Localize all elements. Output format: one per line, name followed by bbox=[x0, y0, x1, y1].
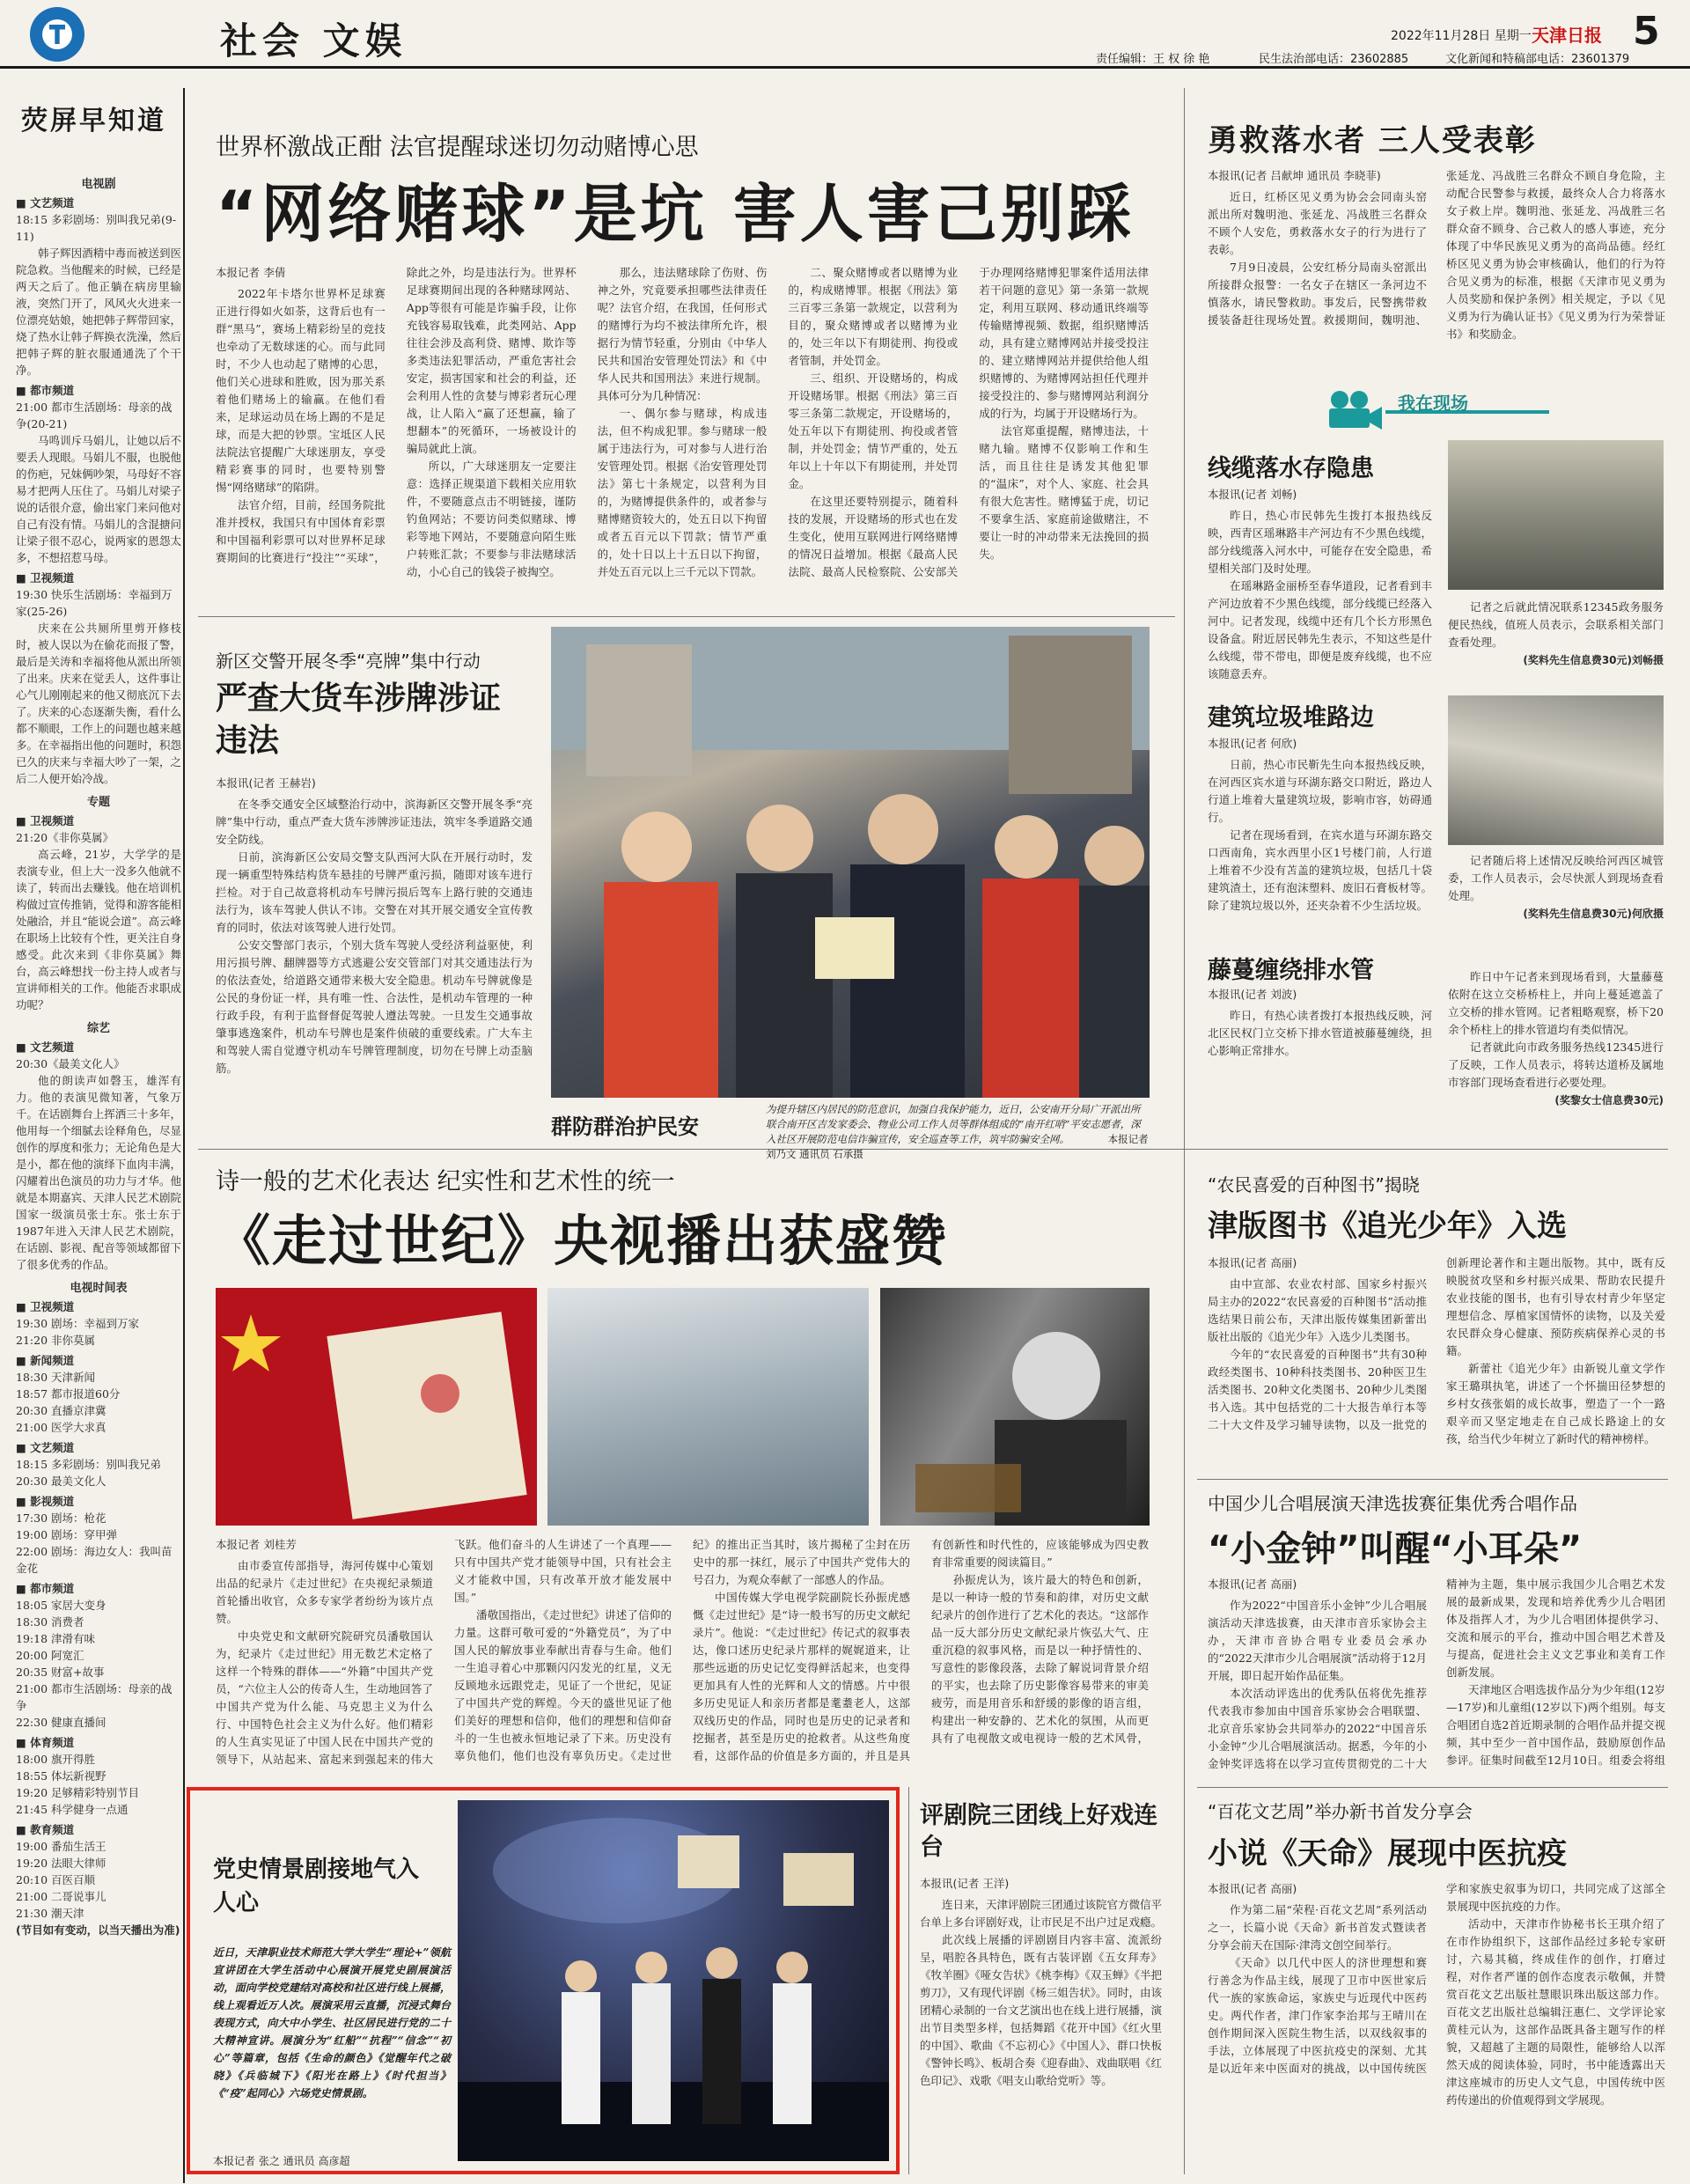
party-documents-photo bbox=[216, 1288, 537, 1526]
paragraph: 《天命》以几代中医人的济世理想和赛行善念为作品主线，展现了卫市中医世家后代一族的家族命运，家族史与近现代中医药史。两代作者，津门作家李治邦与王晴川在创作期间深入医院生物生活，以双线叙事的手法，立体展现了中医抗疫史的深刻、尤其是以近年来中医面对的挑战，以中国传统医学和家族史叙事为切口，共同完成了这部全景展现中医抗疫的力作。 bbox=[1208, 1882, 1665, 2075]
tv-program: 20:30《最美文化人》 bbox=[16, 1057, 125, 1070]
tv-program: 18:30 消费者 bbox=[16, 1615, 84, 1629]
tv-channel-block bbox=[16, 791, 181, 1013]
vines-body: 本报讯(记者 刘波) 昨日，有热心读者拨打本报热线反映，河北区民权门立交桥下排水管道被藤蔓缠绕，担心影响正常排水。 bbox=[1208, 988, 1432, 1057]
tv-program: 19:00 剧场：穿甲弹 bbox=[16, 1528, 117, 1541]
paragraph: 潘敬国指出，《走过世纪》讲述了信仰的力量。这群可敬可爱的“外籍党员”，为了中国人民的解放事业奉献出青春与生命。他们一生追寻着心中那颗闪闪发光的红星，义无反顾地永远跟党走，见证了一个世纪，见证了中国共产党的辉煌。今天的盛世见证了他们美好的理想和信仰，他们的理想和信仰奋斗的一生也被永恒地记录了下来。历史没有辜负他们，他们也没有辜负历史。《走过世纪》的推出正当其时，该片揭秘了尘封在历史中的那一抹红，展示了中国共产党伟大的号召力，为观众奉献了一部感人的作品。 bbox=[454, 1538, 910, 1762]
hotline-culture: 文化新闻和特稿部电话：23601379 bbox=[1445, 53, 1630, 66]
main2-kicker: 诗一般的艺术化表达 纪实性和艺术性的统一 bbox=[216, 1168, 675, 1195]
memorial-photo bbox=[547, 1288, 869, 1526]
theater-body: 本报讯(记者 王洋) 连日来，天津评剧院三团通过该院官方微信平台单上多台评剧好戏，让市民足不出户过足戏瘾。 此次线上展播的评剧剧目内容丰富、流派纷呈，唱腔各具特色，既有古装评剧《五女拜寿》《牧羊圈》《哑女告状》《桃李梅》《双玉蝉》《半把剪刀》，又有现代评剧《杨三姐告状》。同时，由该团精心录制的一台文艺演出也在线上进行展播，演出节目类型多样，包括舞蹈《花开中国》《红火里的中国》、歌曲《不忘初心》《中国人》、群口快板《警钟长鸣》、板胡合奏《迎春曲》、戏曲联唱《红色印记》、戏歌《唱支山歌给党听》等。 bbox=[920, 1875, 1162, 2174]
main1-headline: “网络赌球”是坑 害人害己别踩 bbox=[216, 177, 1135, 251]
tv-channel-name: ■ 都市频道 bbox=[16, 1580, 181, 1597]
tv-channel-name: ■ 影视频道 bbox=[16, 1493, 181, 1510]
tv-program: 21:45 科学健身一点通 bbox=[16, 1803, 129, 1816]
tv-channel-block bbox=[16, 1352, 181, 1436]
tv-program: 18:15 多彩剧场：别叫我兄弟 bbox=[16, 1458, 161, 1471]
tv-program: 21:00 二哥说事儿 bbox=[16, 1890, 107, 1903]
tv-program: 19:30 快乐生活剧场：幸福到万家(25-26) bbox=[16, 588, 173, 618]
debris-headline: 建筑垃圾堆路边 bbox=[1208, 704, 1374, 732]
column-rule bbox=[908, 1787, 909, 2174]
tv-sidebar-title: 荧屏早知道 bbox=[21, 106, 166, 136]
tv-channel-name: ■ 文艺频道 bbox=[16, 1039, 181, 1055]
book-kicker: “农民喜爱的百种图书”揭晓 bbox=[1208, 1174, 1420, 1195]
paragraph: 近日，红桥区见义勇为协会会同南头窑派出所对魏明池、张延龙、冯战胜三名群众不顾个人安危，勇救落水女子的行为进行了表彰。 bbox=[1208, 190, 1427, 256]
tv-channel-name: ■ 教育频道 bbox=[16, 1821, 181, 1838]
tv-program: 20:10 百医百顺 bbox=[16, 1873, 95, 1886]
main1-byline: 本报记者 李倩 bbox=[216, 266, 286, 279]
section-title: 社会 文娱 bbox=[220, 19, 408, 63]
tv-channel-name: ■ 都市频道 bbox=[16, 382, 181, 399]
tv-channel-block bbox=[16, 570, 181, 787]
drama-headline: 党史情景剧接地气入人心 bbox=[213, 1857, 420, 1916]
tv-channel-block bbox=[16, 173, 181, 379]
photo-credit: 本报记者 刘乃文 通讯员 石承摄 bbox=[766, 1133, 1149, 1160]
paragraph: 连日来，天津评剧院三团通过该院官方微信平台单上多台评剧好戏，让市民足不出户过足戏瘾。 bbox=[920, 1898, 1162, 1929]
paragraph: 作为2022“中国音乐小金钟”少儿合唱展演活动天津选拔赛，由天津市音乐家协会主办，天津市音协合唱专业委员会承办的“2022天津市少儿合唱展演”活动将于12月开展，即日起开始作品征集。 bbox=[1208, 1599, 1427, 1682]
paragraph: 此次线上展播的评剧剧目内容丰富、流派纷呈，唱腔各具特色，既有古装评剧《五女拜寿》《牧羊圈》《哑女告状》《桃李梅》《双玉蝉》《半把剪刀》，又有现代评剧《杨三姐告状》。同时，由该团精心录制的一台文艺演出也在线上进行展播，演出节目类型多样，包括舞蹈《花开中国》《红火里的中国》、歌曲《不忘初心》《中国人》、群口快板《警钟长鸣》、板胡合奏《迎春曲》、戏曲联唱《红色印记》、戏歌《唱支山歌给党听》等。 bbox=[920, 1933, 1162, 2087]
tv-channel-block bbox=[16, 382, 181, 566]
vines-body-cont: 昨日中午记者来到现场看到，大量藤蔓依附在这立交桥桥柱上，并向上蔓延遮盖了立交桥的排水管网。记者粗略观察，桥下20余个桥柱上的排水管道均有类似情况。 记者就此向市政务服务热线12345进行了反映，工作人员表示，将转达道桥及属地市容部门现场查看进行必要处理。 (奖黎女士信息费30元) bbox=[1448, 968, 1664, 1109]
tv-program: 18:55 体坛新视野 bbox=[16, 1769, 107, 1783]
paragraph: 天津地区合唱选拔作品分为少年组(12岁—17岁)和儿童组(12岁以下)两个组别。每支合唱团自选2首近期录制的合唱作品并提交视频，其中至少一首中国作品，鼓励原创作品参评。征集时间截至12月10日。组委会将组 bbox=[1446, 1683, 1665, 1767]
cables-body: 本报讯(记者 刘畅) 昨日，热心市民韩先生拨打本报热线反映，西青区瑶琳路丰产河边有不少黑色线缆，部分线缆落入河水中，可能存在安全隐患，希望相关部门及时处理。 在瑶琳路金丽桥至春华道段，记者看到丰产河边放着不少黑色线缆，部分线缆已经落入河中。记者发现，线缆中还有几个长方形黑色设备盒。附近居民韩先生表示，不知这些是什么线缆，带不带电，即便是废弃线缆，也不应该随意丢弃。 bbox=[1208, 488, 1432, 680]
tv-channel-block bbox=[16, 1821, 181, 1938]
tv-program: 21:00 都市生活剧场：母亲的战争 bbox=[16, 1682, 173, 1712]
tv-program: 18:57 都市报道60分 bbox=[16, 1387, 121, 1401]
novel-body: 本报讯(记者 高丽) 作为第二届“荣程·百花文艺周”系列活动之一，长篇小说《天命》新书首发式暨读者分享会前天在国际·津湾文创空间举行。 《天命》以几代中医人的济世理想和赛行善念为作品主线，展现了卫市中医世家后代一族的家族命运，家族史与近现代中医药史。两代作者，津门作家李治邦与王晴川在创作期间深入医院生物生活，以双线叙事的手法，立体展现了中医抗疫史的深刻、尤其是以近年来中医面对的挑战，以中国传统医学和家族史叙事为切口，共同完成了这部全景展现中医抗疫的力作。 活动中，天津市作协秘书长王琪介绍了在市作协组织下，这部作品经过多轮专家研讨，六易其稿，终成佳作的创作，打磨过程，对作者严谨的创作态度表示敬佩，并赞赏百花文艺出版社慧眼识珠出版这部力作。百花文艺出版社总编辑汪惠仁、文学评论家黄桂元认为，这部作品既具备主题写作的样貌，又超越了主题的局限性，能够给人以浑然天成的阅读体验，同时，书中能透露出天津这座城市的历史人文气息，中国传统中医药传递出的价值观得到文学展现。 bbox=[1208, 1880, 1665, 2171]
paragraph: 本次活动评选出的优秀队伍将优先推荐代表我市参加由中国音乐家协会合唱联盟、北京音乐家协会共同举办的2022“中国音乐小金钟”少儿合唱展演活动。据悉，今年的小金钟奖评选将在以学习宣传贯彻党的二十大精神为主题，集中展示我国少儿合唱艺术发展的最新成果，发现和培养优秀少儿合唱团体及指挥人才，为少儿合唱团体提供学习、交流和展示的平台，推动中国合唱艺术普及与提高，促进社会主义文艺事业和美育工作创新发展。 bbox=[1208, 1577, 1665, 1770]
tv-program: 20:00 阿宽汇 bbox=[16, 1649, 84, 1662]
paragraph: 中央党史和文献研究院研究员潘敬国认为，纪录片《走过世纪》用无数艺术定格了这样一个特殊的群体——“外籍”中国共产党员，“六位主人公的传奇人生，生动地回答了中国共产党为什么能、马克思主义为什么行、中国特色社会主义为什么好。他们精彩的人生真实见证了中国人民在中国共产党的领导下，从站起来、富起来到强起来的伟大飞跃。他们奋斗的人生讲述了一个真理——只有中国共产党才能领导中国，只有社会主义才能救中国，只有改革开放才能发展中国。” bbox=[216, 1538, 672, 1766]
vines-credit: (奖黎女士信息费30元) bbox=[1554, 1094, 1664, 1107]
main2-body: 本报记者 刘桂芳 由市委宣传部指导，海河传媒中心策划出品的纪录片《走过世纪》在央视纪录频道首轮播出收官，众多专家学者纷纷为该片点赞。 中央党史和文献研究院研究员潘敬国认为，纪录片《走过世纪》用无数艺术定格了这样一个特殊的群体——“外籍”中国共产党员，“六位主人公的传奇人生，生动地回答了中国共产党为什么能、马克思主义为什么行、中国特色社会主义为什么好。他们精彩的人生真实见证了中国人民在中国共产党的领导下，从站起来、富起来到强起来的伟大飞跃。他们奋斗的人生讲述了一个真理——只有中国共产党才能领导中国，只有社会主义才能救中国，只有改革开放才能发展中国。” 潘敬国指出，《走过世纪》讲述了信仰的力量。这群可敬可爱的“外籍党员”，为了中国人民的解放事业奉献出青春与生命。他们一生追寻着心中那颗闪闪发光的红星，义无反顾地永远跟党走，见证了一个世纪，见证了中国共产党的辉煌。今天的盛世见证了他们美好的理想和信仰，他们的理想和信仰奋斗的一生也被永恒地记录了下来。历史没有辜负他们，他们也没有辜负历史。《走过世纪》的推出正当其时，该片揭秘了尘封在历史中的那一抹红，展示了中国共产党伟大的号召力，为观众奉献了一部感人的作品。 中国传媒大学电视学院副院长孙振虎感慨《走过世纪》是“诗一般书写的历史文献纪录片”。他说：“《走过世纪》传记式的叙事表达，像口述历史纪录片那样的娓娓道来，让那些远逝的历史记忆变得鲜活起来，也变得更加具有人性的光辉和人文的情感。片中很多历史见证人和亲历者都是耄耋老人，这部双线历史的作品，同时也是历史的记录者和挖掘者，甚至是历史的抢救者。从这些角度看，这部作品的价值是多方面的，并且是具有创新性和时代性的，应该能够成为四史教育非常重要的阅读篇目。” 孙振虎认为，该片最大的特色和创新，是以一种诗一般的节奏和韵律，对历史文献纪录片的创作进行了艺术化的表达。“这部作品一反大部分历史文献纪录片恢弘大气、庄重沉稳的叙事风格，而是以一种抒情性的、写意性的影像段落，去除了解说词背景介绍的平实，也去除了历史影像容易带来的审美疲劳，而是用音乐和舒缓的影像的语言组，构建出一种安静的、艺术化的氛围，从而更具有了电视散文或电视诗一般的艺术风骨， bbox=[216, 1536, 1149, 1774]
tv-channel-block bbox=[16, 1017, 181, 1273]
paragraph: 一、偶尔参与赌球，构成违法，但不构成犯罪。参与赌球一般属于违法行为，可对参与人进行治安管理处罚。根据《治安管理处罚法》第七十条规定，以营利为目的，为赌博提供条件的，或者参与赌博赌资较大的，处五日以下拘留或者五百元以下罚款；情节严重的，处十日以上十五日以下拘留，并处五百元以上三千元以下罚款。 bbox=[597, 407, 768, 578]
tv-channel-block bbox=[16, 1276, 181, 1349]
cables-river-photo bbox=[1448, 440, 1664, 590]
paper-name: 天津日报 bbox=[1532, 25, 1602, 46]
tv-program: 20:35 财富+故事 bbox=[16, 1666, 105, 1679]
tv-channel-block bbox=[16, 1493, 181, 1577]
tv-program: 22:00 剧场：海边女人：我叫苗金花 bbox=[16, 1545, 173, 1575]
choir-kicker: 中国少儿合唱展演天津选拔赛征集优秀合唱作品 bbox=[1208, 1493, 1577, 1514]
tv-category: 电视剧 bbox=[81, 178, 116, 191]
book-headline: 津版图书《追光少年》入选 bbox=[1208, 1209, 1567, 1244]
paper-logo-icon bbox=[30, 7, 84, 62]
tv-program: 19:20 法眼大律师 bbox=[16, 1857, 107, 1870]
rescue-body: 本报讯(记者 吕献坤 通讯员 李晓菲) 近日，红桥区见义勇为协会会同南头窑派出所对魏明池、张延龙、冯战胜三名群众不顾个人安危，勇救落水女子的行为进行了表彰。 7月9日凌晨，公安红桥分局南头窑派出所接群众报警：一名女子在辖区一条河边不慎落水，请民警救助。事发后，民警携带救援装备赶往现场处置。救援期间，魏明池、张延龙、冯战胜三名群众不顾自身危险，主动配合民警参与救援，最终众人合力将落水女子救上岸。魏明池、张延龙、冯战胜三名群众奋不顾身、合己救人的感人事迹，充分体现了中华民族见义勇为的高尚品德。经红桥区见义勇为协会审核确认，他们的行为符合见义勇为的标准，根据《天津市见义勇为人员奖励和保护条例》相关规定，予以《见义勇为行为确认证书》《见义勇为行为荣誉证书》和奖励金。 bbox=[1208, 167, 1665, 396]
on-scene-banner bbox=[1320, 387, 1549, 435]
theater-headline: 评剧院三团线上好戏连台 bbox=[920, 1802, 1157, 1861]
tv-program: 22:30 健康直播间 bbox=[16, 1716, 107, 1729]
paragraph: 法官介绍，目前，经国务院批准并授权，我国只有中国体育彩票和中国福利彩票可以对世界杯足球赛期间的比赛进行“投注”“买球”，除此之外，均是违法行为。世界杯足球赛期间出现的各种赌球网站、App等很有可能是诈骗手段，让你充钱容易取钱难，此类网站、App往往会涉及高利贷、赌博、欺诈等多类违法犯罪活动，严重危害社会安定，损害国家和社会的利益，还会利用人性的贪婪与博彩者玩心理战，让人陷入“赢了还想赢，输了想翻本”的死循环，一场被设计的骗局就此上演。 bbox=[216, 266, 577, 564]
traffic-kicker: 新区交警开展冬季“亮牌”集中行动 bbox=[216, 651, 481, 672]
paragraph: 作为第二届“荣程·百花文艺周”系列活动之一，长篇小说《天命》新书首发式暨读者分享会前天在国际·津湾文创空间举行。 bbox=[1208, 1903, 1427, 1952]
main2-headline: 《走过世纪》央视播出获盛赞 bbox=[216, 1209, 949, 1273]
paragraph: 那么，违法赌球除了伤财、伤神之外，究竟要承担哪些法律责任呢？法官介绍，在我国，任何形式的赌博行为均不被法律所允许，根据行为情节轻重，分别由《中华人民共和国治安管理处罚法》和《中华人民共和国刑法》来进行规制。具体可分为几种情况： bbox=[597, 266, 768, 402]
cables-credit: (奖料先生信息费30元)刘畅摄 bbox=[1523, 654, 1664, 666]
tv-channel-name: ■ 文艺频道 bbox=[16, 1439, 181, 1456]
tv-program: 18:15 多彩剧场：别叫我兄弟(9-11) bbox=[16, 213, 177, 243]
choir-body: 本报讯(记者 高丽) 作为2022“中国音乐小金钟”少儿合唱展演活动天津选拔赛，由天津市音乐家协会主办，天津市音协合唱专业委员会承办的“2022天津市少儿合唱展演”活动将于12月开展，即日起开始作品征集。 本次活动评选出的优秀队伍将优先推荐代表我市参加由中国音乐家协会合唱联盟、北京音乐家协会共同举办的2022“中国音乐小金钟”少儿合唱展演活动。据悉，今年的小金钟奖评选将在以学习宣传贯彻党的二十大精神为主题，集中展示我国少儿合唱艺术发展的最新成果，发现和培养优秀少儿合唱团体及指挥人才，为少儿合唱团体提供学习、交流和展示的平台，推动中国合唱艺术普及与提高，促进社会主义文艺事业和美育工作创新发展。 天津地区合唱选拔作品分为少年组(12岁—17岁)和儿童组(12岁以下)两个组别。每支合唱团自选2首近期录制的合唱作品并提交视频，其中至少一首中国作品，鼓励原创作品参评。征集时间截至12月10日。组委会将组 bbox=[1208, 1576, 1665, 1774]
cables-headline: 线缆落水存隐患 bbox=[1208, 455, 1374, 482]
paragraph: 所以，广大球迷朋友一定要注意：选择正规渠道下载相关应用软件，不要随意点击不明链接，谨防钓鱼网站；不要访问类似赌球、博彩等地下网站，不要随意向陌生账户转账汇款；不要参与非法赌球活动，小心自己的钱袋子被掏空。 bbox=[406, 460, 577, 578]
traffic-paragraphs bbox=[216, 796, 533, 1077]
drama-lead: 近日，天津职业技术师范大学大学生“理论+”领航宣讲团在大学生活动中心展演开展党史剧展演活动，面向学校党建结对高校和社区进行线上展播，线上观看近万人次。展演采用云直播，沉浸式舞台表现方式，向大中小学生、社区居民进行党的二十大精神宣讲。展演分为“红船”“抗程”“信念”“初心”等篇章，包括《生命的颜色》《觉醒年代之破晓》《兵临城下》《阳光在路上》《时代担当》《“疫”起同心》六场党史情景剧。 bbox=[213, 1946, 451, 2099]
tv-channel-name: ■ 卫视频道 bbox=[16, 813, 181, 829]
tv-channel-block bbox=[16, 1439, 181, 1489]
drama-stage-photo bbox=[458, 1800, 889, 2161]
tv-channel-block bbox=[16, 1580, 181, 1731]
tv-category: 专题 bbox=[86, 796, 110, 809]
tv-program: 21:00 都市生活剧场：母亲的战争(20-21) bbox=[16, 401, 173, 430]
tv-program-desc: 庆来在公共厕所里剪开修枝时，被人误以为在偷花而报了警，最后是关涛和幸福将他从派出所领了出来。庆来在觉丢人，这件事让心气儿刚刚起来的他又彻底沉下去了。庆来的心态逐渐失衡，看什么都不顺眼，工作上的问题也越来越多。在幸福指出他的问题时，积怨已久的庆来与幸福大吵了一架，之后二人便开始冷战。 bbox=[16, 621, 181, 785]
tv-program-desc: 他的朗读声如磬玉，雄浑有力。他的表演见微知著，气象万千。在话剧舞台上挥洒三十多年，他用每一个细腻去诠释角色，尽显创作的厚度和张力；无论角色是大是小，都在他的演绎下血肉丰满，闪耀着出色演员的功力与才华。他就是本期嘉宾、天津人民艺术剧院国家一级演员张士东。张士东于1987年进入天津人民艺术剧院，在话剧、影视、配音等领域都留下了很多优秀的作品。 bbox=[16, 1074, 181, 1271]
tv-program-desc: 高云峰，21岁，大学学的是表演专业，但上大一没多久他就不读了，转而出去赚钱。他在培训机构做过宣传推销，觉得和游客能相处融洽，并且“能说会道”。高云峰在职场上比较有个性，更关注自身感受。此次来到《非你莫属》舞台，高云峰想找一份主持人或者与宣讲师相关的工作。他能否求职成功呢？ bbox=[16, 848, 181, 1011]
drama-byline: 本报记者 张之 通讯员 高彦超 bbox=[213, 2155, 350, 2167]
main1-kicker: 世界杯激战正酣 法官提醒球迷切勿动赌博心思 bbox=[216, 134, 699, 161]
issue-date: 2022年11月28日 星期一 bbox=[1391, 29, 1532, 43]
hotline-legal: 民生法治部电话：23602885 bbox=[1259, 53, 1409, 66]
main1-paragraphs bbox=[216, 264, 1149, 581]
tv-program: 19:20 足够精彩特别节目 bbox=[16, 1786, 139, 1799]
book-body: 本报讯(记者 高丽) 由中宣部、农业农村部、国家乡村振兴局主办的2022“农民喜爱的百种图书”活动推选结果日前公布，天津出版传媒集团新蕾出版社出版的《追光少年》入选少儿类图书。 今年的“农民喜爱的百种图书”共有30种政经类图书、10种科技类图书、20种医卫生活类图书、20种文化类图书、20种少儿类图书入选。其中包括党的二十大报告单行本等二十大文件及学习辅导读物，以及一批党的创新理论著作和主题出版物。其中，既有反映脱贫攻坚和乡村振兴成果、帮助农民提升农业技能的图书，也有引导农村青少年坚定理想信念、厚植家国情怀的读物，以及关爱农民群众身心健康、预防疾病保养心灵的书籍。 新蕾社《追光少年》由新锐儿童文学作家王璐琪执笔，讲述了一个怀揣田径梦想的乡村女孩张娟的成长故事，塑造了一个一路艰辛而又坚定地走在自己成长路途上的女孩，给当代少年树立了新时代的精神榜样。 bbox=[1208, 1254, 1665, 1474]
tv-program: 19:00 番茄生活王 bbox=[16, 1840, 107, 1853]
tv-program: 20:30 最美文化人 bbox=[16, 1474, 107, 1488]
paragraph: 中国传媒大学电视学院副院长孙振虎感慨《走过世纪》是“诗一般书写的历史文献纪录片”。他说：“《走过世纪》传记式的叙事表达，像口述历史纪录片那样的娓娓道来，让那些远逝的历史记忆变得鲜活起来，也变得更加具有人性的光辉和人文的情感。片中很多历史见证人和亲历者都是耄耋老人，这部双线历史的作品，同时也是历史的记录者和挖掘者，甚至是历史的抢救者。从这些角度看，这部作品的价值是多方面的，并且是具有创新性和时代性的，应该能够成为四史教育非常重要的阅读篇目。” bbox=[693, 1538, 1149, 1762]
tv-program: 21:20 非你莫属 bbox=[16, 1334, 95, 1347]
schedule-note: (节目如有变动，以当天播出为准) bbox=[16, 1923, 180, 1937]
police-community-photo bbox=[551, 627, 1150, 1098]
paragraph: 今年的“农民喜爱的百种图书”共有30种政经类图书、10种科技类图书、20种医卫生活类图书、20种文化类图书、20种少儿类图书入选。其中包括党的二十大报告单行本等二十大文件及学习辅导读物，以及一批党的创新理论著作和主题出版物。其中，既有反映脱贫攻坚和乡村振兴成果、帮助农民提升农业技能的图书，也有引导农村青少年坚定理想信念、厚植家国情怀的读物，以及关爱农民群众身心健康、预防疾病保养心灵的书籍。 bbox=[1208, 1256, 1665, 1431]
tv-channel-name: ■ 文艺频道 bbox=[16, 195, 181, 211]
tv-channel-block bbox=[16, 1734, 181, 1818]
paragraph: 2022年卡塔尔世界杯足球赛正进行得如火如荼，这背后也有一群“黑马”，赛场上精彩纷呈的竞技也牵动了无数球迷的心。而与此同时，不少人也动起了赌博的心思，他们关心进球和胜败，因为那关系着他们赌场上的输赢。在他们看来，足球运动员在场上踢的不是足球，而是大把的钞票。宝坻区人民法院法官提醒广大球迷朋友，享受精彩赛事的同时，也要特别警惕“网络赌球”的陷阱。 bbox=[216, 287, 386, 494]
debris-credit: (奖料先生信息费30元)何欣摄 bbox=[1523, 908, 1664, 920]
traffic-body bbox=[216, 775, 533, 1153]
tv-program-desc: 马鸣训斥马娟儿，让她以后不要丢人现眼。马娟儿不服，也脱他的伤疤，兄妹俩吵架，马母好不容易才把两人压住了。马娟儿对梁子说的话很介意，偷出家门来问他对自己有没有情。马娟儿的含混搪问让梁子很不忍心，说两家的恩怨太多，不想招惹马母。 bbox=[16, 434, 181, 564]
paragraph: 在这里还要特别提示，随着科技的发展，开设赌场的形式也在发生变化，使用互联网进行网络赌博的情况日益增加。根据《最高人民法院、最高人民检察院、公安部关于办理网络赌博犯罪案件适用法律若干问题的意见》第一条第一款规定，利用互联网、移动通讯终端等传输赌博视频、数据，组织赌博活动，具有建立赌博网站并接受投注的、建立赌博网站并提供给他人组织赌博的、为赌博网站担任代理并接受投注的、参与赌博网站利润分成的行为，均属于开设赌场行为。 bbox=[788, 266, 1149, 578]
tv-program: 19:30 剧场：幸福到万家 bbox=[16, 1317, 139, 1330]
tv-program: 18:05 家居大变身 bbox=[16, 1599, 107, 1612]
photo-news-caption: 为提升辖区内居民的防范意识，加强自我保护能力，近日，公安南开分局广开派出所联合南开区吉发家委会、物业公司工作人员等群体组成的“南开红哨”平安志愿者，深入社区开展防范电信诈骗宣传，安全巡查等工作，筑牢防骗安全网。 本报记者 刘乃文 通讯员 石承摄 bbox=[766, 1103, 1149, 1160]
paragraph: 二、聚众赌博或者以赌博为业的，构成赌博罪。根据《刑法》第三百零三条第一款规定，以营利为目的，聚众赌博或者以赌博为业的，处三年以下有期徒刑、拘役或者管制，并处罚金。 bbox=[788, 266, 959, 367]
editors-line: 责任编辑：王 权 徐 艳 bbox=[1096, 53, 1210, 66]
historical-portrait-photo bbox=[880, 1288, 1150, 1526]
paragraph: 7月9日凌晨，公安红桥分局南头窑派出所接群众报警：一名女子在辖区一条河边不慎落水，请民警救助。事发后，民警携带救援装备赶往现场处置。救援期间，魏明池、张延龙、冯战胜三名群众不顾自身危险，主动配合民警参与救援，最终众人合力将落水女子救上岸。魏明池、张延龙、冯战胜三名群众奋不顾身、合己救人的感人事迹，充分体现了中华民族见义勇为的高尚品德。经红桥区见义勇为协会审核确认，他们的行为符合见义勇为的标准，根据《天津市见义勇为人员奖励和保护条例》相关规定，予以《见义勇为行为确认证书》《见义勇为行为荣誉证书》和奖励金。 bbox=[1208, 169, 1665, 341]
paragraph: 法官郑重提醒，赌博违法，十赌九输。赌博不仅影响工作和生活，而且往往是诱发其他犯罪的“温床”，对个人、家庭、社会具有很大危害性。赌博猛于虎，切记不要拿生活、家庭前途做赌注，不要让一时的冲动带来无法挽回的损失。 bbox=[979, 424, 1149, 561]
cables-body-cont: 记者之后就此情况联系12345政务服务便民热线，值班人员表示，会联系相关部门查看处理。 (奖料先生信息费30元)刘畅摄 bbox=[1448, 599, 1664, 678]
traffic-byline: 本报讯(记者 王赫岩) bbox=[216, 776, 316, 790]
tv-program: 18:00 旗开得胜 bbox=[16, 1753, 95, 1766]
tv-category: 电视时间表 bbox=[70, 1282, 128, 1295]
tv-channel-name: ■ 新闻频道 bbox=[16, 1352, 181, 1369]
tv-program: 17:30 剧场：枪花 bbox=[16, 1511, 107, 1525]
column-rule bbox=[1184, 88, 1185, 2174]
tv-program-desc: 韩子辉因酒精中毒而被送到医院急救。当他醒来的时候，已经是两天之后了。他正躺在病房里输液，突然门开了，风风火火进来一位漂亮姑娘，她把韩子辉带回家，烧了热水让韩子辉换衣洗澡，然后把韩子辉的脏衣服通通洗了个干净。 bbox=[16, 246, 181, 377]
paragraph: 在冬季交通安全区域整治行动中，滨海新区交警开展冬季“亮牌”集中行动，重点严查大货车涉牌涉证违法，筑牢冬季道路交通安全防线。 bbox=[216, 798, 533, 846]
tv-channel-name: ■ 卫视频道 bbox=[16, 1298, 181, 1315]
tv-category: 综艺 bbox=[86, 1022, 110, 1035]
tv-program: 19:18 津滑有味 bbox=[16, 1632, 95, 1645]
rescue-headline: 勇救落水者 三人受表彰 bbox=[1208, 123, 1537, 158]
debris-body-cont: 记者随后将上述情况反映给河西区城管委，工作人员表示，会尽快派人到现场查看处理。 (奖料先生信息费30元)何欣摄 bbox=[1448, 852, 1664, 958]
debris-photo bbox=[1448, 695, 1664, 845]
paragraph: 日前，滨海新区公安局交警支队西河大队在开展行动时，发现一辆重型特殊结构货车悬挂的号牌严重污损，随即对该车进行拦检。对于自己故意将机动车号牌污损后驾车上路行驶的交通违法行为，该车驾驶人供认不讳。交警在对其开展交通安全宣传教育的同时，依法对该驾驶人进行处罚。 bbox=[216, 850, 533, 934]
paragraph: 由中宣部、农业农村部、国家乡村振兴局主办的2022“农民喜爱的百种图书”活动推选结果日前公布，天津出版传媒集团新蕾出版社出版的《追光少年》入选少儿类图书。 bbox=[1208, 1277, 1427, 1343]
paragraph: 孙振虎认为，该片最大的特色和创新，是以一种诗一般的节奏和韵律，对历史文献纪录片的创作进行了艺术化的表达。“这部作品一反大部分历史文献纪录片恢弘大气、庄重沉稳的叙事风格，而是以一种抒情性的、写意性的影像段落，去除了解说词背景介绍的平实，也去除了历史影像容易带来的审美疲劳，而是用音乐和舒缓的影像的语言组，构建出一种安静的、艺术化的氛围，从而更具有了电视散文或电视诗一般的艺术风骨， bbox=[931, 1573, 1149, 1745]
photo-news-headline: 群防群治护民安 bbox=[551, 1114, 699, 1139]
story-rule bbox=[1197, 1787, 1668, 1788]
choir-headline: “小金钟”叫醒“小耳朵” bbox=[1208, 1529, 1583, 1570]
page-number: 5 bbox=[1633, 9, 1660, 54]
novel-kicker: “百花文艺周”举办新书首发分享会 bbox=[1208, 1801, 1473, 1822]
traffic-headline: 严查大货车涉牌涉证违法 bbox=[216, 680, 502, 759]
novel-headline: 小说《天命》展现中医抗疫 bbox=[1208, 1836, 1567, 1871]
tv-channel-name: ■ 体育频道 bbox=[16, 1734, 181, 1751]
paragraph: 公安交警部门表示，个别大货车驾驶人受经济利益驱使，利用污损号牌、翻牌器等方式逃避公安交管部门对其交通违法行为的依法查处，给道路交通带来极大安全隐患。机动车号牌就像是公民的身份证一样，具有唯一性、合法性，是机动车管理的一种行政手段，有利于监督督促驾驶人遵法驾驶。一旦发生交通事故肇事逃逸案件，机动车号牌也是案件侦破的重要线索。广大车主和驾驶人需自觉遵守机动车号牌管理制度，切勿在号牌上动歪脑筋。 bbox=[216, 938, 533, 1075]
debris-body: 本报讯(记者 何欣) 日前，热心市民靳先生向本报热线反映，在河西区宾水道与环湖东路交口附近，路边人行道上堆着大量建筑垃圾，影响市容，妨碍通行。 记者在现场看到，在宾水道与环湖东路交口西南角，宾水西里小区1号楼门前，人行道上堆着不少没有苫盖的建筑垃圾，包括几十袋建筑渣土，还有泡沫塑料、废旧石膏板材等。除了建筑垃圾以外，还夹杂着不少生活垃圾。 bbox=[1208, 737, 1432, 912]
tv-program: 21:00 医学大求真 bbox=[16, 1421, 107, 1434]
tv-channel-name: ■ 卫视频道 bbox=[16, 570, 181, 586]
tv-program: 21:20《非你莫属》 bbox=[16, 831, 114, 844]
vines-headline: 藤蔓缠绕排水管 bbox=[1208, 957, 1374, 984]
paragraph: 新蕾社《追光少年》由新锐儿童文学作家王璐琪执笔，讲述了一个怀揣田径梦想的乡村女孩张娟的成长故事，塑造了一个一路艰辛而又坚定地走在自己成长路途上的女孩，给当代少年树立了新时代的精神榜样。 bbox=[1446, 1362, 1665, 1445]
on-scene-label: 我在现场 bbox=[1398, 393, 1468, 414]
tv-program: 20:30 直播京津冀 bbox=[16, 1404, 107, 1417]
camera-icon bbox=[1329, 391, 1382, 430]
tv-program: 18:30 天津新闻 bbox=[16, 1371, 95, 1384]
paragraph: 活动中，天津市作协秘书长王琪介绍了在市作协组织下，这部作品经过多轮专家研讨，六易其稿，终成佳作的创作，打磨过程，对作者严谨的创作态度表示敬佩，并赞赏百花文艺出版社慧眼识珠出版这部力作。百花文艺出版社总编辑汪惠仁、文学评论家黄桂元认为，这部作品既具备主题写作的样貌，又超越了主题的局限性，能够给人以浑然天成的阅读体验，同时，书中能透露出天津这座城市的历史人文气息，中国传统中医药传递出的价值观得到文学展现。 bbox=[1446, 1917, 1665, 2107]
tv-program: 21:30 潮天津 bbox=[16, 1907, 84, 1920]
story-rule bbox=[1197, 1479, 1668, 1480]
paragraph: 三、组织、开设赌场的，构成开设赌场罪。根据《刑法》第三百零三条第二款规定，开设赌场的，处五年以下有期徒刑、拘役或者管制，并处罚金；情节严重的，处五年以上十年以下有期徒刑，并处罚金。 bbox=[788, 371, 959, 490]
paragraph: 由市委宣传部指导，海河传媒中心策划出品的纪录片《走过世纪》在央视纪录频道首轮播出收官，众多专家学者纷纷为该片点赞。 bbox=[216, 1559, 433, 1625]
